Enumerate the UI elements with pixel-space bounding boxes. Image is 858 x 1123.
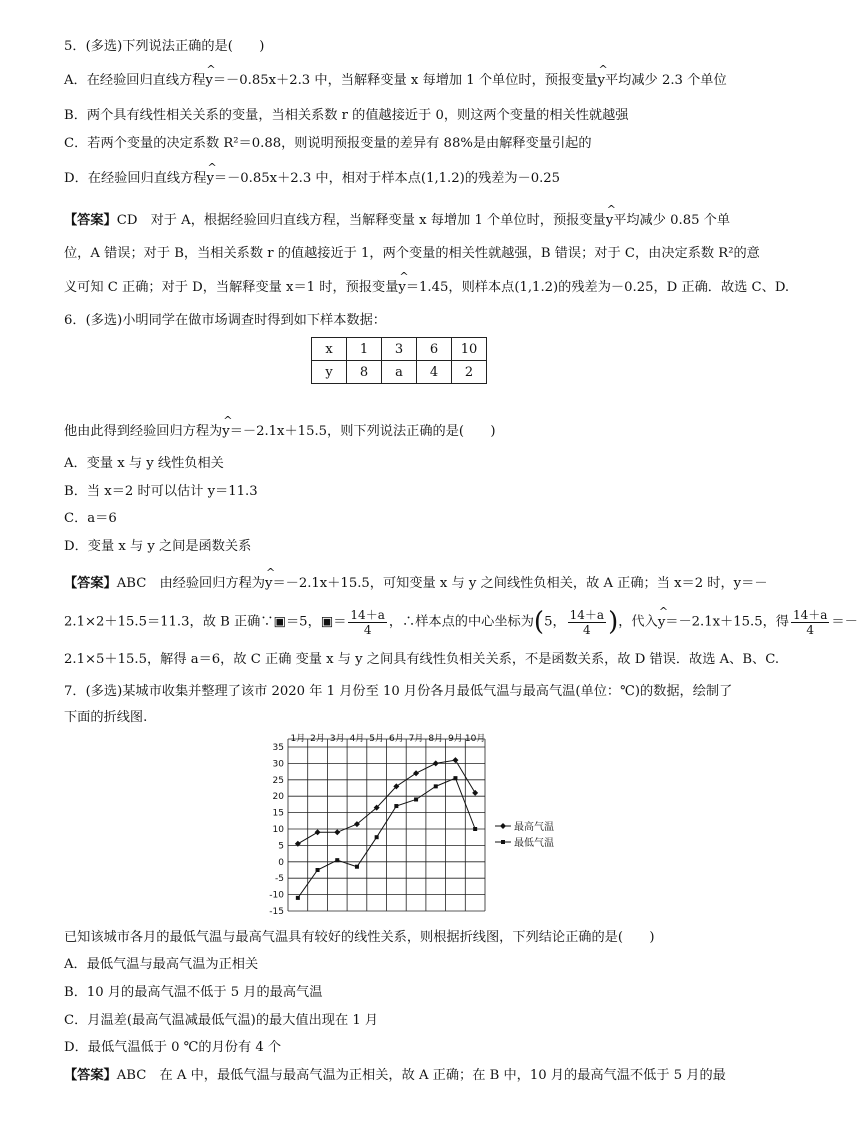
x-tick-label: 10月 bbox=[464, 734, 486, 744]
q7-option-a: A．最低气温与最高气温为正相关 bbox=[64, 957, 259, 972]
data-point-max bbox=[433, 760, 439, 766]
y-tick-label: 15 bbox=[272, 808, 284, 819]
y-tick-label: 5 bbox=[278, 841, 284, 852]
q7-option-b: B．10 月的最高气温不低于 5 月的最高气温 bbox=[64, 985, 323, 1000]
x-tick-label: 5月 bbox=[369, 734, 385, 744]
y-tick-label: -15 bbox=[269, 907, 284, 917]
x-tick-label: 8月 bbox=[428, 734, 444, 744]
data-point-max bbox=[295, 841, 301, 847]
q6-option-a: A．变量 x 与 y 线性负相关 bbox=[64, 456, 224, 471]
table-cell: y bbox=[312, 361, 347, 384]
q7-stem-line-2: 下面的折线图. bbox=[64, 710, 148, 725]
q5-option-b: B．两个具有线性相关关系的变量，当相关系数 r 的值越接近于 0，则这两个变量的相关性就越强 bbox=[64, 108, 629, 123]
q6-answer-line-1: 【答案】ABC 由经验回归方程为^ y＝－2.1x＋15.5，可知变量 x 与 y 之间线性负相关，故 A 正确；当 x＝2 时，y＝－ bbox=[64, 575, 768, 593]
q5-option-d: D．在经验回归直线方程^ y＝－0.85x＋2.3 中，相对于样本点(1,1.2)的残差为－0.25 bbox=[64, 170, 560, 188]
data-point-min bbox=[414, 797, 418, 801]
table-cell: 3 bbox=[382, 338, 417, 361]
q6-option-c: C．a＝6 bbox=[64, 511, 117, 526]
q5-stem: 5．(多选)下列说法正确的是( ) bbox=[64, 39, 265, 54]
x-tick-label: 2月 bbox=[310, 734, 325, 744]
table-cell: 1 bbox=[347, 338, 382, 361]
q6-answer-line-3: 2.1×5＋15.5，解得 a＝6，故 C 正确 变量 x 与 y 之间具有线性负相关关系，不是函数关系，故 D 错误．故选 A、B、C. bbox=[64, 652, 780, 667]
q6-option-b: B．当 x＝2 时可以估计 y＝11.3 bbox=[64, 484, 258, 499]
data-point-min bbox=[316, 868, 320, 872]
table-cell: 6 bbox=[417, 338, 452, 361]
y-tick-label: 20 bbox=[272, 792, 284, 803]
q7-option-c: C．月温差(最高气温减最低气温)的最大值出现在 1 月 bbox=[64, 1013, 379, 1028]
y-tick-label: 0 bbox=[278, 857, 284, 868]
data-point-min bbox=[394, 804, 398, 808]
table-cell: x bbox=[312, 338, 347, 361]
data-point-min bbox=[375, 835, 379, 839]
table-cell: a bbox=[382, 361, 417, 384]
q6-equation: 他由此得到经验回归方程为^ y＝－2.1x＋15.5，则下列说法正确的是( ) bbox=[64, 423, 496, 441]
q5-answer-line-3: 义可知 C 正确；对于 D，当解释变量 x＝1 时，预报变量^ y＝1.45，则样本点(1,1.2)的残差为－0.25，D 正确．故选 C、D. bbox=[64, 279, 789, 297]
y-tick-label: 30 bbox=[272, 759, 284, 770]
y-tick-label: -5 bbox=[275, 874, 284, 885]
data-point-max bbox=[315, 829, 321, 835]
temperature-line-chart bbox=[255, 731, 605, 916]
q5-answer-line-1: 【答案】CD 对于 A，根据经验回归直线方程，当解释变量 x 每增加 1 个单位时，预报变量^ y平均减少 0.85 个单 bbox=[64, 212, 730, 230]
table-row-y bbox=[312, 361, 487, 384]
y-tick-label: 25 bbox=[272, 775, 284, 786]
data-point-min bbox=[296, 896, 300, 900]
q7-after-text: 已知该城市各月的最低气温与最高气温具有较好的线性关系，则根据折线图，下列结论正确的是( ) bbox=[64, 930, 655, 945]
data-point-min bbox=[355, 865, 359, 869]
data-point-max bbox=[472, 790, 478, 796]
table-cell: 4 bbox=[417, 361, 452, 384]
legend-label: 最低气温 bbox=[514, 838, 554, 849]
missing-glyph: ▣ bbox=[320, 614, 334, 630]
y-tick-label: -10 bbox=[269, 890, 284, 901]
fraction: $\frac{14+a}{4}$ bbox=[792, 607, 828, 637]
data-point-min bbox=[335, 858, 339, 862]
legend-marker bbox=[500, 823, 506, 829]
fraction: $\frac{14+a}{4}$ bbox=[350, 607, 385, 637]
x-tick-label: 1月 bbox=[290, 734, 306, 744]
data-point-min bbox=[434, 784, 438, 788]
data-point-min bbox=[453, 776, 457, 780]
data-point-max bbox=[452, 757, 458, 763]
data-point-min bbox=[473, 827, 477, 831]
q6-answer-line-2: 2.1×2＋15.5＝11.3，故 B 正确∵▣＝5，▣＝ $\frac{14+a}{4}$ ，∴样本点的中心坐标为(5， $\frac{14+a}{4}$ )，代入^ y＝－2.1x＋15.5，得 $\frac{14+a}{4}$ ＝－ bbox=[64, 605, 858, 640]
table-row-x bbox=[312, 338, 487, 361]
legend-marker bbox=[501, 840, 505, 844]
q7-stem-line-1: 7．(多选)某城市收集并整理了该市 2020 年 1 月份至 10 月份各月最低气温与最高气温(单位：℃)的数据，绘制了 bbox=[64, 684, 733, 699]
q6-stem: 6．(多选)小明同学在做市场调查时得到如下样本数据： bbox=[64, 313, 386, 328]
sample-data-table bbox=[311, 337, 487, 384]
x-tick-label: 4月 bbox=[349, 734, 365, 744]
x-tick-label: 6月 bbox=[388, 734, 404, 744]
table-cell: 8 bbox=[347, 361, 382, 384]
data-point-max bbox=[413, 770, 419, 776]
y-tick-label: 10 bbox=[272, 825, 284, 835]
q5-option-a: A．在经验回归直线方程^ y＝－0.85x＋2.3 中，当解释变量 x 每增加 1 个单位时，预报变量^ y平均减少 2.3 个单位 bbox=[64, 72, 727, 90]
y-tick-label: 35 bbox=[272, 743, 284, 753]
x-tick-label: 7月 bbox=[408, 734, 424, 744]
q7-answer-line-1: 【答案】ABC 在 A 中，最低气温与最高气温为正相关，故 A 正确；在 B 中，10 月的最高气温不低于 5 月的最 bbox=[64, 1068, 726, 1083]
fraction: $\frac{14+a}{4}$ bbox=[569, 607, 605, 637]
legend-label: 最高气温 bbox=[514, 822, 554, 833]
missing-glyph: ▣ bbox=[273, 614, 286, 630]
data-point-max bbox=[334, 829, 340, 835]
table-cell: 2 bbox=[452, 361, 487, 384]
x-tick-label: 9月 bbox=[448, 734, 463, 744]
q5-answer-line-2: 位，A 错误；对于 B，当相关系数 r 的值越接近于 1，两个变量的相关性就越强，B 错误；对于 C，由决定系数 R²的意 bbox=[64, 246, 760, 261]
q7-option-d: D．最低气温低于 0 ℃的月份有 4 个 bbox=[64, 1040, 282, 1055]
x-tick-label: 3月 bbox=[329, 734, 345, 744]
q5-option-c: C．若两个变量的决定系数 R²＝0.88，则说明预报变量的差异有 88%是由解释变量引起的 bbox=[64, 136, 592, 151]
q6-option-d: D．变量 x 与 y 之间是函数关系 bbox=[64, 539, 252, 554]
table-cell: 10 bbox=[452, 338, 487, 361]
